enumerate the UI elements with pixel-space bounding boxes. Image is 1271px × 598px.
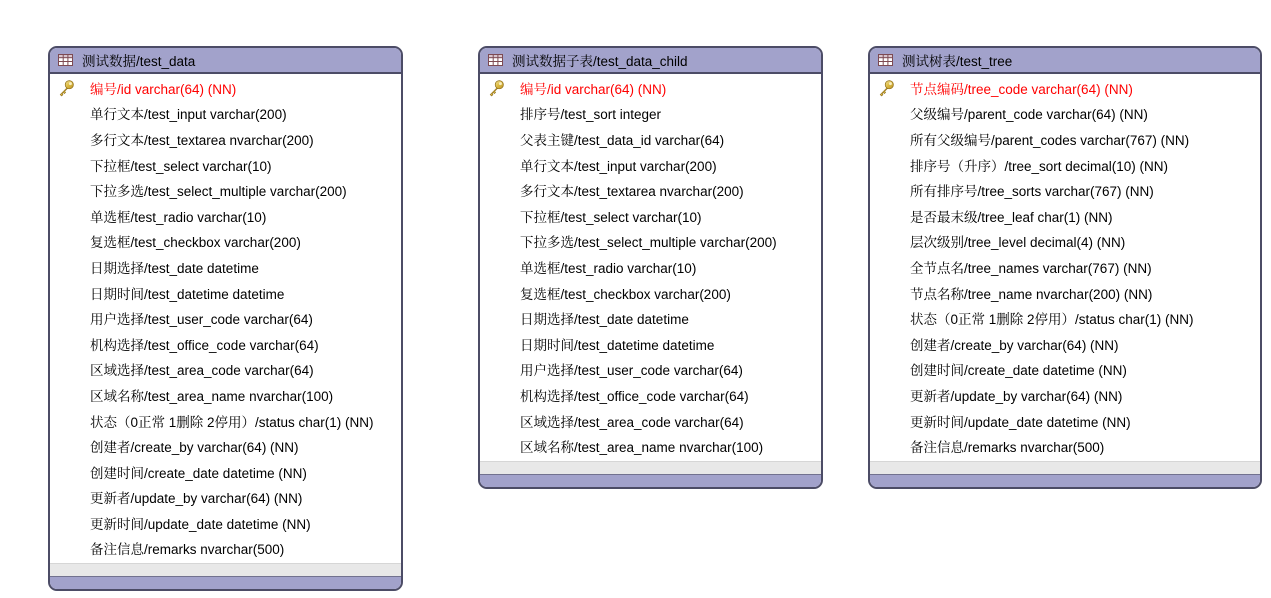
column-label: 用户选择/test_user_code varchar(64) bbox=[90, 312, 313, 328]
column-label: 创建时间/create_date datetime (NN) bbox=[90, 465, 307, 481]
key-icon bbox=[57, 79, 75, 97]
table-row bbox=[870, 75, 1260, 101]
column-label: 日期选择/test_date datetime bbox=[90, 260, 259, 276]
entity-footer-bar bbox=[870, 474, 1260, 487]
column-label: 备注信息/remarks nvarchar(500) bbox=[910, 440, 1105, 456]
table-row bbox=[50, 485, 401, 511]
table-row bbox=[50, 254, 401, 280]
table-row bbox=[480, 177, 821, 203]
column-label: 单行文本/test_input varchar(200) bbox=[520, 158, 717, 174]
entity-header[interactable] bbox=[50, 48, 401, 74]
table-row bbox=[480, 357, 821, 383]
column-label: 所有父级编号/parent_codes varchar(767) (NN) bbox=[910, 132, 1190, 148]
column-label: 下拉框/test_select varchar(10) bbox=[90, 158, 272, 174]
column-label: 创建者/create_by varchar(64) (NN) bbox=[90, 440, 299, 456]
entity-header[interactable] bbox=[870, 48, 1260, 74]
table-row bbox=[50, 382, 401, 408]
table-row bbox=[480, 229, 821, 255]
column-label: 状态（0正常 1删除 2停用）/status char(1) (NN) bbox=[910, 312, 1194, 328]
entity-footer-strip bbox=[50, 563, 401, 576]
key-icon bbox=[877, 79, 895, 97]
entity-footer-strip bbox=[480, 461, 821, 474]
column-label: 下拉多选/test_select_multiple varchar(200) bbox=[520, 235, 777, 251]
column-label: 编号/id varchar(64) (NN) bbox=[90, 81, 237, 97]
table-row bbox=[870, 126, 1260, 152]
table-row bbox=[50, 357, 401, 383]
table-row bbox=[50, 203, 401, 229]
column-label: 所有排序号/tree_sorts varchar(767) (NN) bbox=[910, 184, 1154, 200]
table-row bbox=[50, 510, 401, 536]
column-label: 更新者/update_by varchar(64) (NN) bbox=[90, 491, 303, 507]
table-row bbox=[50, 331, 401, 357]
table-row bbox=[480, 382, 821, 408]
table-row bbox=[480, 101, 821, 127]
table-row bbox=[480, 305, 821, 331]
table-row bbox=[870, 357, 1260, 383]
table-title: 测试树表/test_tree bbox=[902, 54, 1013, 69]
table-row bbox=[50, 152, 401, 178]
table-row bbox=[50, 101, 401, 127]
column-label: 创建时间/create_date datetime (NN) bbox=[910, 363, 1127, 379]
column-label: 全节点名/tree_names varchar(767) (NN) bbox=[910, 260, 1152, 276]
entity-test-tree[interactable] bbox=[868, 46, 1262, 489]
column-label: 机构选择/test_office_code varchar(64) bbox=[520, 388, 749, 404]
column-label: 更新时间/update_date datetime (NN) bbox=[90, 516, 311, 532]
table-row bbox=[480, 408, 821, 434]
table-row bbox=[50, 305, 401, 331]
table-row bbox=[480, 254, 821, 280]
column-label: 多行文本/test_textarea nvarchar(200) bbox=[520, 184, 744, 200]
column-label: 复选框/test_checkbox varchar(200) bbox=[520, 286, 731, 302]
table-row bbox=[870, 203, 1260, 229]
table-row bbox=[870, 229, 1260, 255]
table-row bbox=[50, 75, 401, 101]
column-label: 备注信息/remarks nvarchar(500) bbox=[90, 542, 285, 558]
column-label: 日期选择/test_date datetime bbox=[520, 312, 689, 328]
column-label: 日期时间/test_datetime datetime bbox=[520, 337, 715, 353]
table-row bbox=[480, 331, 821, 357]
column-label: 多行文本/test_textarea nvarchar(200) bbox=[90, 132, 314, 148]
column-label: 区域选择/test_area_code varchar(64) bbox=[90, 363, 314, 379]
table-row bbox=[50, 433, 401, 459]
column-label: 下拉多选/test_select_multiple varchar(200) bbox=[90, 184, 347, 200]
table-body bbox=[480, 74, 821, 461]
table-row bbox=[50, 280, 401, 306]
column-label: 排序号（升序）/tree_sort decimal(10) (NN) bbox=[910, 158, 1169, 174]
table-row bbox=[50, 229, 401, 255]
table-row bbox=[50, 459, 401, 485]
column-label: 区域名称/test_area_name nvarchar(100) bbox=[90, 388, 334, 404]
column-label: 编号/id varchar(64) (NN) bbox=[520, 81, 667, 97]
entity-footer-bar bbox=[50, 576, 401, 589]
table-icon bbox=[488, 54, 503, 66]
table-body bbox=[870, 74, 1260, 461]
column-label: 单选框/test_radio varchar(10) bbox=[90, 209, 267, 225]
table-row bbox=[480, 433, 821, 459]
table-row bbox=[870, 177, 1260, 203]
table-title: 测试数据/test_data bbox=[82, 54, 196, 69]
column-label: 创建者/create_by varchar(64) (NN) bbox=[910, 337, 1119, 353]
table-row bbox=[50, 408, 401, 434]
table-row bbox=[870, 101, 1260, 127]
column-label: 单行文本/test_input varchar(200) bbox=[90, 107, 287, 123]
table-row bbox=[870, 280, 1260, 306]
column-label: 父级编号/parent_code varchar(64) (NN) bbox=[910, 107, 1148, 123]
table-row bbox=[480, 280, 821, 306]
table-row bbox=[870, 305, 1260, 331]
table-row bbox=[480, 126, 821, 152]
column-label: 更新者/update_by varchar(64) (NN) bbox=[910, 388, 1123, 404]
table-body bbox=[50, 74, 401, 563]
table-row bbox=[480, 203, 821, 229]
table-row bbox=[870, 152, 1260, 178]
table-row bbox=[870, 433, 1260, 459]
table-row bbox=[870, 331, 1260, 357]
table-row bbox=[480, 152, 821, 178]
table-row bbox=[870, 382, 1260, 408]
column-label: 层次级别/tree_level decimal(4) (NN) bbox=[910, 235, 1126, 251]
table-row bbox=[870, 408, 1260, 434]
column-label: 日期时间/test_datetime datetime bbox=[90, 286, 285, 302]
entity-test-data[interactable] bbox=[48, 46, 403, 591]
column-label: 节点名称/tree_name nvarchar(200) (NN) bbox=[910, 286, 1153, 302]
column-label: 用户选择/test_user_code varchar(64) bbox=[520, 363, 743, 379]
column-label: 区域名称/test_area_name nvarchar(100) bbox=[520, 440, 764, 456]
table-title: 测试数据子表/test_data_child bbox=[512, 54, 688, 69]
table-icon bbox=[58, 54, 73, 66]
entity-footer-bar bbox=[480, 474, 821, 487]
table-row bbox=[50, 536, 401, 562]
table-icon bbox=[878, 54, 893, 66]
key-icon bbox=[487, 79, 505, 97]
column-label: 节点编码/tree_code varchar(64) (NN) bbox=[910, 81, 1133, 97]
column-label: 排序号/test_sort integer bbox=[520, 107, 662, 123]
column-label: 更新时间/update_date datetime (NN) bbox=[910, 414, 1131, 430]
entity-footer-strip bbox=[870, 461, 1260, 474]
table-row bbox=[870, 254, 1260, 280]
column-label: 机构选择/test_office_code varchar(64) bbox=[90, 337, 319, 353]
column-label: 区域选择/test_area_code varchar(64) bbox=[520, 414, 744, 430]
column-label: 复选框/test_checkbox varchar(200) bbox=[90, 235, 301, 251]
column-label: 是否最末级/tree_leaf char(1) (NN) bbox=[910, 209, 1113, 225]
table-row bbox=[50, 177, 401, 203]
table-row bbox=[480, 75, 821, 101]
entity-test-data-child[interactable] bbox=[478, 46, 823, 489]
table-row bbox=[50, 126, 401, 152]
column-label: 下拉框/test_select varchar(10) bbox=[520, 209, 702, 225]
column-label: 单选框/test_radio varchar(10) bbox=[520, 260, 697, 276]
entity-header[interactable] bbox=[480, 48, 821, 74]
column-label: 父表主键/test_data_id varchar(64) bbox=[520, 132, 725, 148]
column-label: 状态（0正常 1删除 2停用）/status char(1) (NN) bbox=[90, 414, 374, 430]
